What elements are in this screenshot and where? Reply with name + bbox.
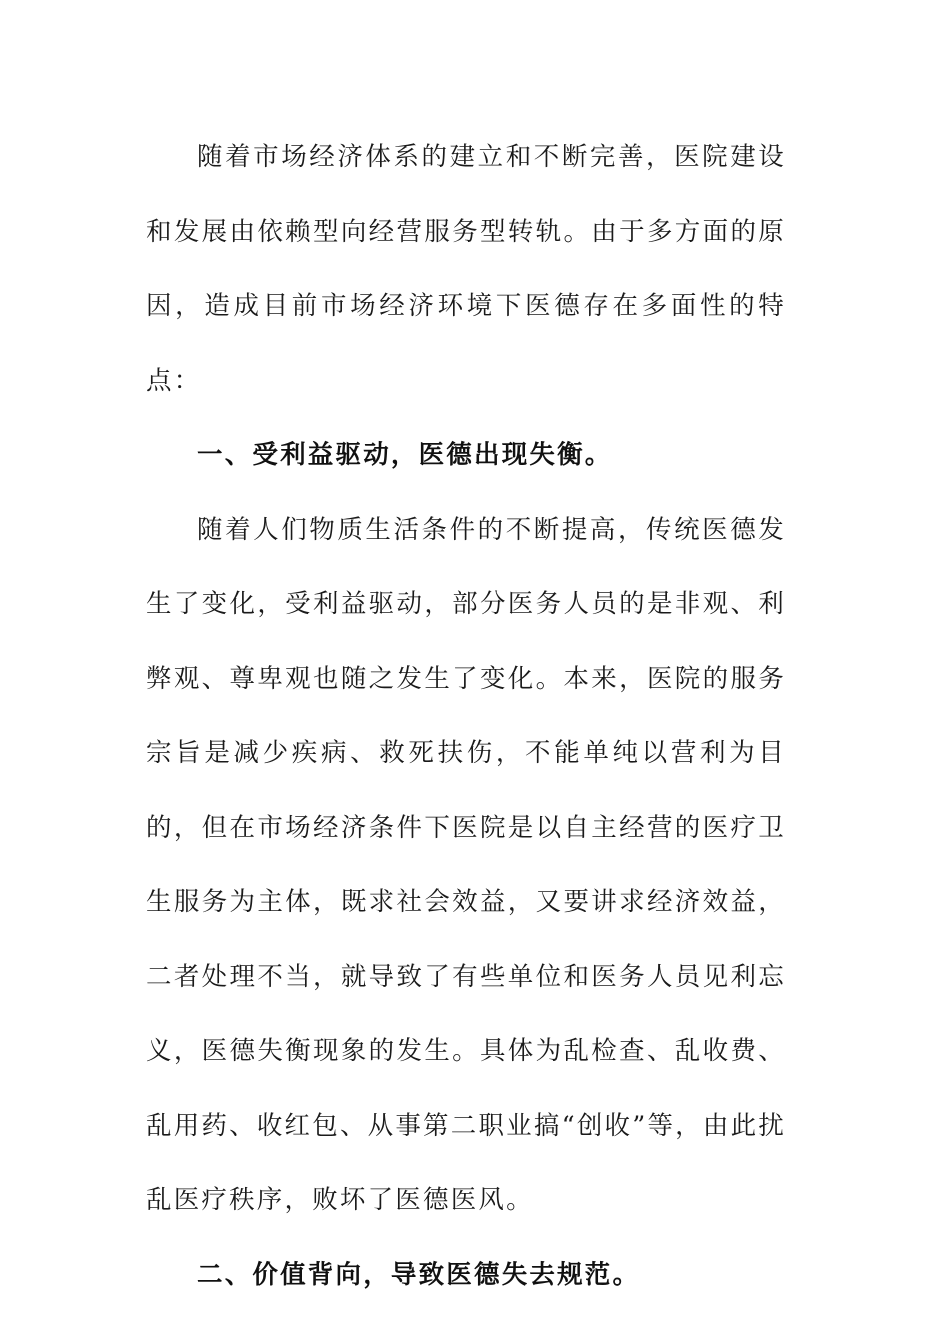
paragraph-section-1: 随着人们物质生活条件的不断提高，传统医德发生了变化，受利益驱动，部分医务人员的是非观、利弊观、尊卑观也随之发生了变化。本来，医院的服务宗旨是减少疾病、救死扶伤，不能单纯以营利为目的，但在市场经济条件下医院是以自主经营的医疗卫生服务为主体，既求社会效益，又要讲求经济效益，二者处理不当，就导致了有些单位和医务人员见利忘义，医德失衡现象的发生。具体为乱检查、乱收费、乱用药、收红包、从事第二职业搞“创收”等，由此扰乱医疗秩序，败坏了医德医风。 <box>146 514 786 1215</box>
paragraph-intro: 随着市场经济体系的建立和不断完善，医院建设和发展由依赖型向经营服务型转轨。由于多方面的原因，造成目前市场经济环境下医德存在多面性的特点： <box>146 142 786 396</box>
document-body <box>146 120 786 1312</box>
section-heading-2: 二、价值背向，导致医德失去规范。 <box>197 1259 641 1290</box>
section-heading-1: 一、受利益驱动，医德出现失衡。 <box>197 440 613 470</box>
